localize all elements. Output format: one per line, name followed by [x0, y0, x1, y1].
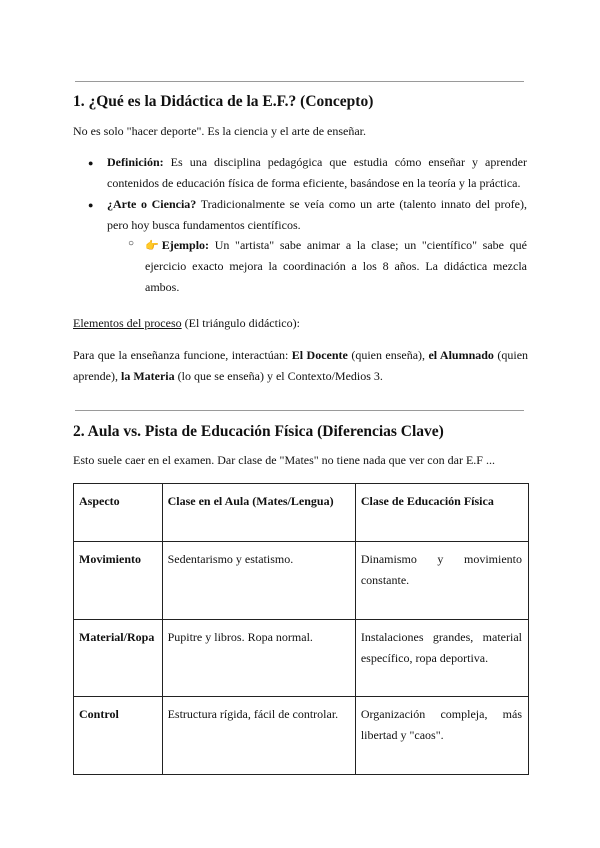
table-header-row [74, 484, 529, 542]
table-row-header: Movimiento [74, 542, 163, 620]
sub-bullet-example-text: Un "artista" sabe animar a la clase; un "científico" sabe qué ejercicio exacto mejora la coordinación a los 8 años. La didáctica mezcla ambos. [145, 238, 527, 294]
table-row-header: Material/Ropa [74, 620, 163, 697]
elements-heading [73, 313, 528, 334]
table-cell: Sedentarismo y estatismo. [162, 542, 355, 620]
table-cell: Organización compleja, más libertad y "caos". [355, 697, 528, 775]
elements-heading-underlined: Elementos del proceso [73, 316, 182, 330]
section1-title: 1. ¿Qué es la Didáctica de la E.F.? (Concepto) [73, 93, 374, 110]
triangle-docente: El Docente [291, 348, 348, 362]
table-header-cell: Clase en el Aula (Mates/Lengua) [162, 484, 355, 542]
pointing-hand-icon: 👉 [145, 239, 159, 252]
bullet-icon: ● [88, 158, 94, 168]
bullet-definition-label: Definición: [107, 155, 164, 169]
section2-title: 2. Aula vs. Pista de Educación Física (Diferencias Clave) [73, 423, 444, 440]
triangle-paragraph [73, 345, 528, 387]
triangle-text-1: Para que la enseñanza funcione, interactúan: [73, 348, 292, 362]
triangle-text-2: (quien enseña), [347, 348, 429, 362]
elements-heading-suffix: (El triángulo didáctico): [181, 316, 300, 330]
table-cell: Instalaciones grandes, material específico, ropa deportiva. [355, 620, 528, 697]
table-row-header: Control [74, 697, 163, 775]
circle-bullet-icon: ○ [128, 238, 135, 249]
table-header-cell: Clase de Educación Física [355, 484, 528, 542]
table-cell: Estructura rígida, fácil de controlar. [162, 697, 355, 775]
bullet-definition [107, 152, 527, 194]
section1-intro: No es solo "hacer deporte". Es la ciencia y el arte de enseñar. [73, 124, 367, 138]
comparison-table [73, 483, 529, 775]
triangle-text-4: (lo que se enseña) y el Contexto/Medios 3. [174, 369, 383, 383]
divider-top [75, 81, 524, 82]
bullet-arte-ciencia [107, 194, 527, 236]
sub-bullet-example [145, 235, 527, 298]
table-row [74, 542, 529, 620]
bullet-arte-ciencia-label: ¿Arte o Ciencia? [107, 197, 197, 211]
triangle-alumnado: el Alumnado [428, 348, 494, 362]
triangle-text-3: (quien aprende), [73, 348, 529, 383]
bullet-icon: ● [88, 200, 94, 210]
bullet-definition-text: Es una disciplina pedagógica que estudia cómo enseñar y aprender contenidos de educación física de forma eficiente, basándose en la teoría y la práctica. [107, 155, 527, 190]
table-row [74, 620, 529, 697]
table-header-cell: Aspecto [74, 484, 163, 542]
divider-middle [75, 410, 524, 411]
triangle-materia: la Materia [120, 369, 175, 383]
section2-intro: Esto suele caer en el examen. Dar clase de "Mates" no tiene nada que ver con dar E.F ... [73, 453, 495, 467]
sub-bullet-example-label: Ejemplo: [161, 238, 210, 252]
table-cell: Dinamismo y movimiento constante. [355, 542, 528, 620]
table-cell: Pupitre y libros. Ropa normal. [162, 620, 355, 697]
table-row [74, 697, 529, 775]
bullet-arte-ciencia-text: Tradicionalmente se veía como un arte (talento innato del profe), pero hoy busca fundamentos científicos. [107, 197, 527, 232]
